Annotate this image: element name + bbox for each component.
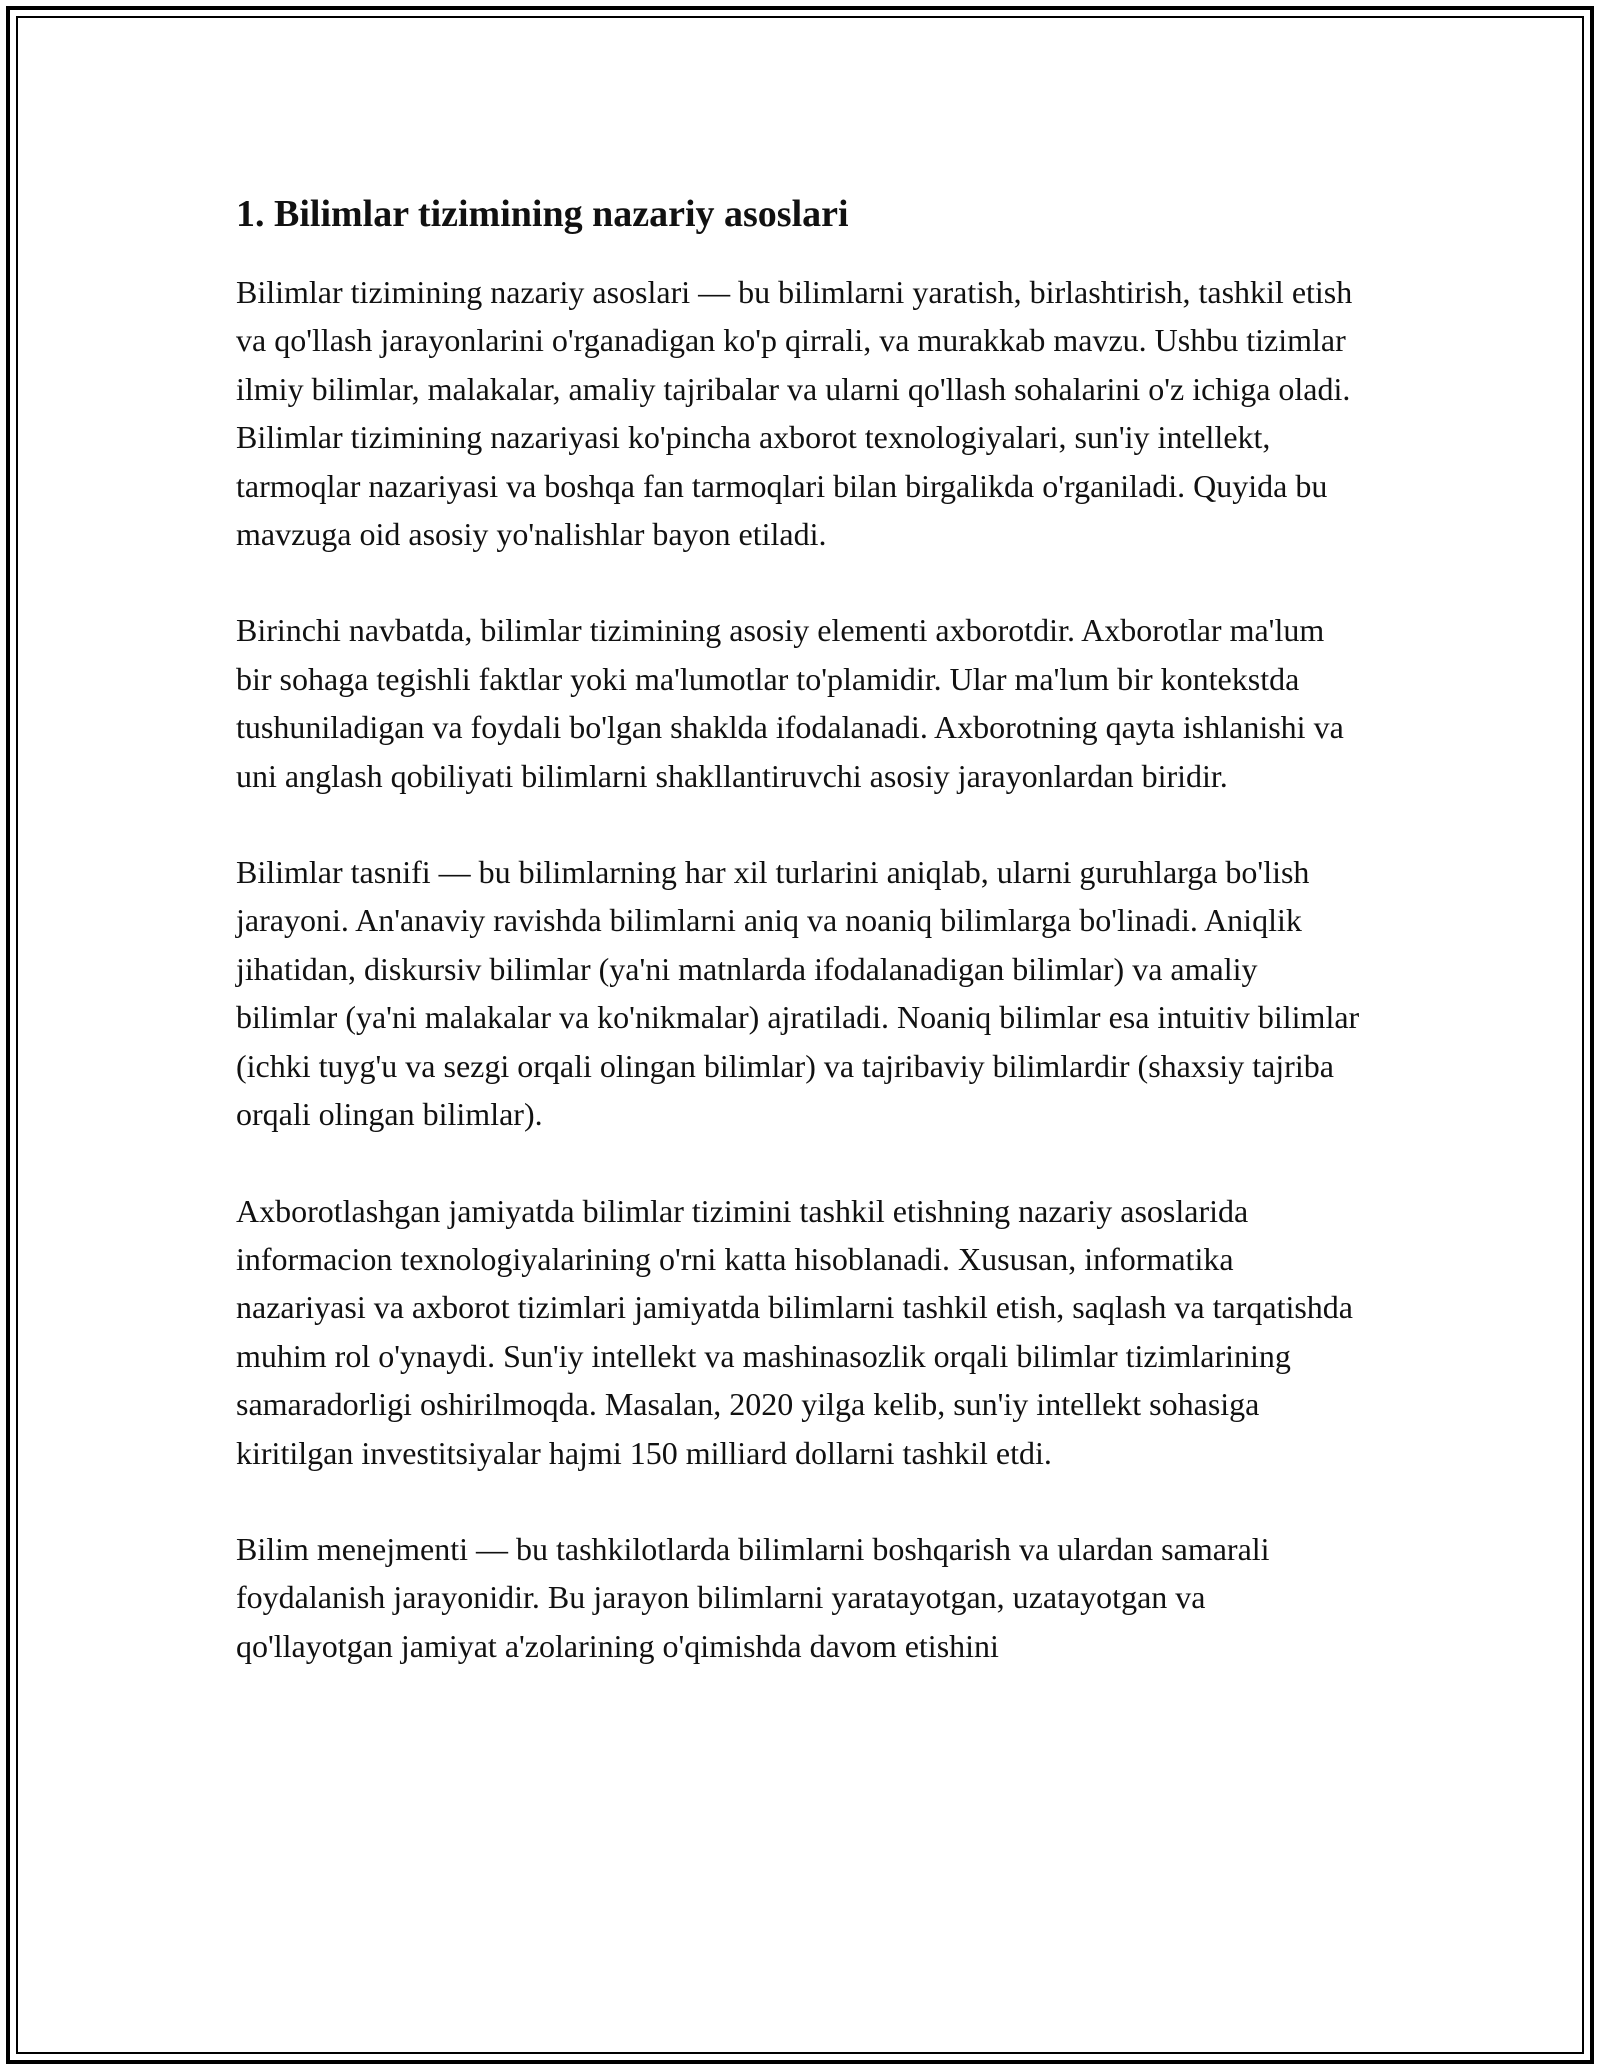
section-heading: 1. Bilimlar tizimining nazariy asoslari: [236, 193, 849, 235]
paragraph-4: Axborotlashgan jamiyatda bilimlar tizimini tashkil etishning nazariy asoslarida informacion texnologiyalarining o'rni katta hisoblanadi. Xususan, informatika nazariyasi va axborot tizimlari jamiyatda bilimlarni tashkil etish, saqlash va tarqatishda muhim rol o'ynaydi. Sun'iy intellekt va mashinasozlik orqali bilimlar tizimlarining samaradorligi oshirilmoqda. Masalan, 2020 yilga kelib, sun'iy intellekt sohasiga kiritilgan investitsiyalar hajmi 150 milliard dollarni tashkil etdi.: [236, 1192, 1353, 1471]
paragraph-2: Birinchi navbatda, bilimlar tizimining asosiy elementi axborotdir. Axborotlar ma'lum bir sohaga tegishli faktlar yoki ma'lumotlar to'plamidir. Ular ma'lum bir kontekstda tushuniladigan va foydali bo'lgan shaklda ifodalanadi. Axborotning qayta ishlanishi va uni anglash qobiliyati bilimlarni shakllantiruvchi asosiy jarayonlardan biridir.: [236, 612, 1344, 794]
paragraph-5: Bilim menejmenti — bu tashkilotlarda bilimlarni boshqarish va ulardan samarali foydalanish jarayonidir. Bu jarayon bilimlarni yaratayotgan, uzatayotgan va qo'llayotgan jamiyat a'zolarining o'qimishda davom etishini: [236, 1530, 1270, 1664]
paragraph-1: Bilimlar tizimining nazariy asoslari — bu bilimlarni yaratish, birlashtirish, tashkil etish va qo'llash jarayonlarini o'rganadigan ko'p qirrali, va murakkab mavzu. Ushbu tizimlar ilmiy bilimlar, malakalar, amaliy tajribalar va ularni qo'llash sohalarini o'z ichiga oladi. Bilimlar tizimining nazariyasi ko'pincha axborot texnologiyalari, sun'iy intellekt, tarmoqlar nazariyasi va boshqa fan tarmoqlari bilan birgalikda o'rganiladi. Quyida bu mavzuga oid asosiy yo'nalishlar bayon etiladi.: [236, 274, 1353, 553]
paragraph-3: Bilimlar tasnifi — bu bilimlarning har xil turlarini aniqlab, ularni guruhlarga bo'lish jarayoni. An'anaviy ravishda bilimlarni aniq va noaniq bilimlarga bo'linadi. Aniqlik jihatidan, diskursiv bilimlar (ya'ni matnlarda ifodalanadigan bilimlar) va amaliy bilimlar (ya'ni malakalar va ko'nikmalar) ajratiladi. Noaniq bilimlar esa intuitiv bilimlar (ichki tuyg'u va sezgi orqali olingan bilimlar) va tajribaviy bilimlardir (shaxsiy tajriba orqali olingan bilimlar).: [236, 854, 1360, 1133]
document-body: [236, 188, 1366, 1718]
